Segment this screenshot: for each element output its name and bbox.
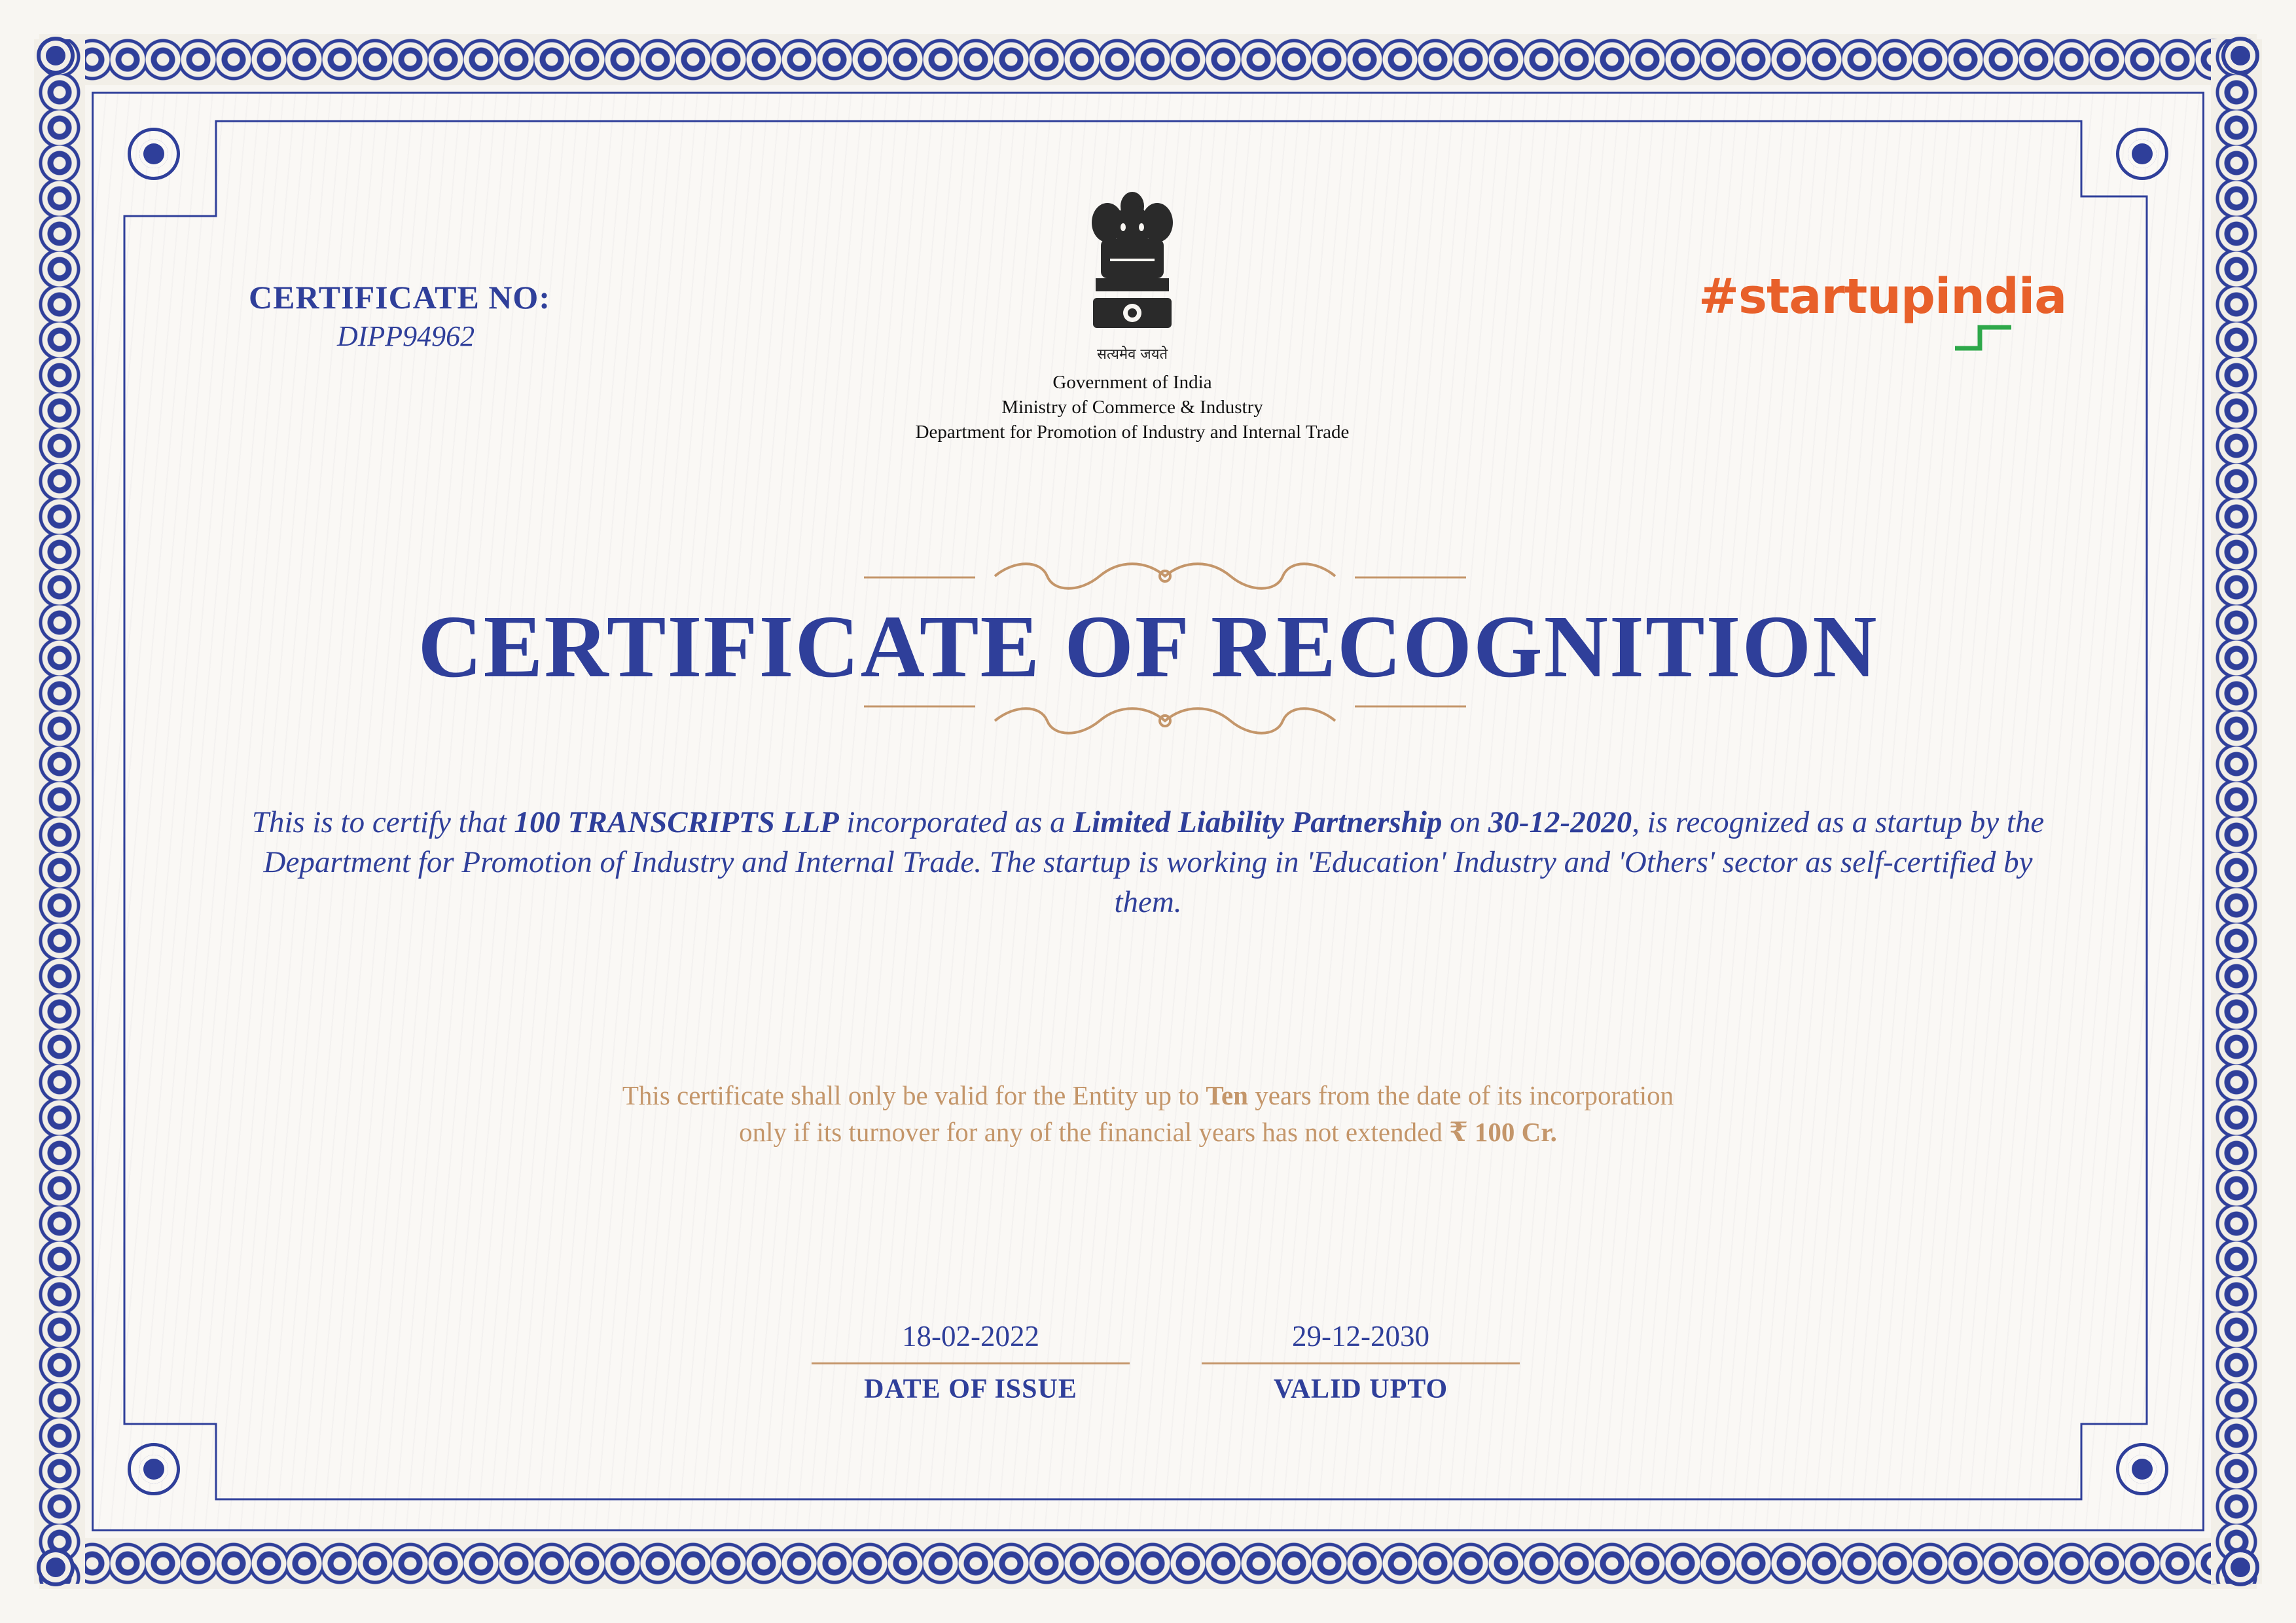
circle-ornament-bottom-right xyxy=(2116,1443,2168,1495)
gov-line: Government of India xyxy=(1052,372,1212,393)
turnover-limit: ₹ 100 Cr. xyxy=(1449,1117,1557,1147)
department-line: Department for Promotion of Industry and Internal Trade xyxy=(915,422,1350,443)
certificate-number-label: CERTIFICATE NO: xyxy=(249,279,550,316)
certification-statement: This is to certify that 100 TRANSCRIPTS LLP incorporated as a Limited Liability Partnership on 30-12-2020, is recognized as a startup by the Department for Promotion of Industry and Internal Trade. The startup is working in 'Education' Industry and 'Others' sector as self-certified by them. xyxy=(251,805,2045,919)
date-of-issue-block xyxy=(812,1319,1130,1405)
certificate-title: CERTIFICATE OF RECOGNITION xyxy=(418,598,1878,696)
validity-note: This certificate shall only be valid for the Entity up to Ten years from the date of its incorporation only if its turnover for any of the financial years has not extended ₹ 100 Cr. xyxy=(622,1080,1674,1147)
company-name: 100 TRANSCRIPTS LLP xyxy=(514,805,839,839)
valid-upto-block xyxy=(1202,1319,1520,1405)
flourish-bottom xyxy=(864,697,1466,743)
emblem-motto: सत्यमेव जयते xyxy=(1096,346,1168,363)
validity-years: Ten xyxy=(1206,1080,1248,1110)
ministry-line: Ministry of Commerce & Industry xyxy=(1001,397,1263,418)
date-of-issue-label: DATE OF ISSUE xyxy=(864,1374,1077,1404)
valid-upto-label: VALID UPTO xyxy=(1273,1374,1448,1404)
certificate-number: DIPP94962 xyxy=(337,320,475,352)
date-of-issue: 18-02-2022 xyxy=(812,1319,1130,1364)
entity-type: Limited Liability Partnership xyxy=(1073,805,1443,839)
issuing-authority xyxy=(812,370,1453,445)
startupindia-logo: #startupindia xyxy=(1698,268,2067,325)
valid-upto-date: 29-12-2030 xyxy=(1202,1319,1520,1364)
circle-ornament-top-right xyxy=(2116,128,2168,180)
startupindia-step-icon xyxy=(1954,316,2013,352)
incorporation-date: 30-12-2020 xyxy=(1488,805,1632,839)
national-emblem-icon xyxy=(1067,187,1198,344)
circle-ornament-bottom-left xyxy=(128,1443,180,1495)
circle-ornament-top-left xyxy=(128,128,180,180)
